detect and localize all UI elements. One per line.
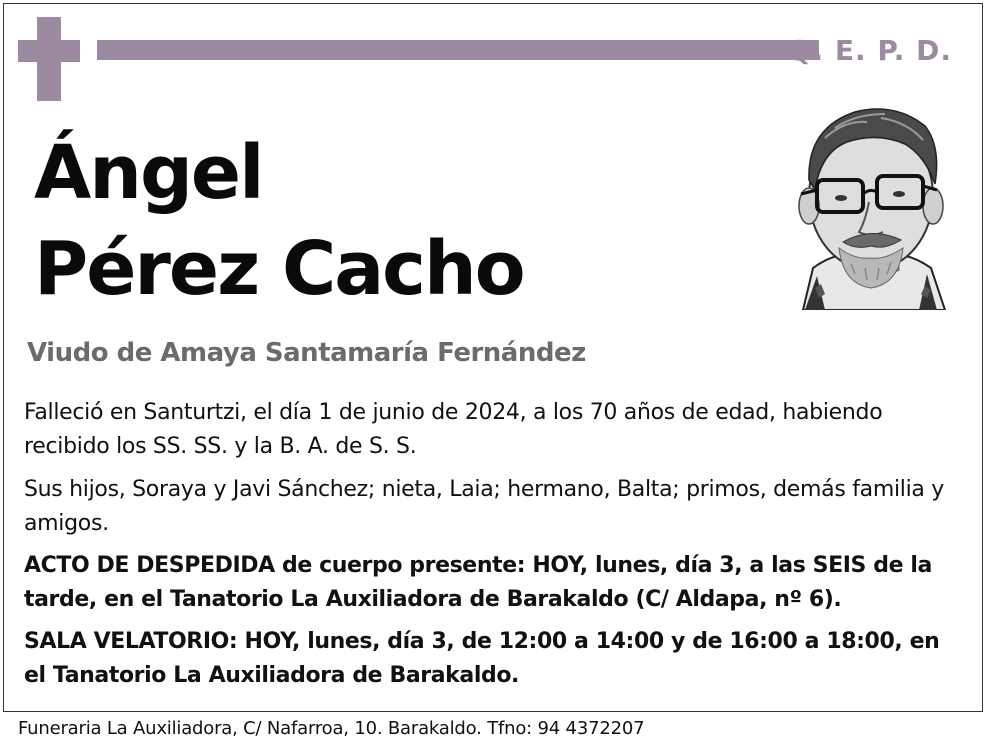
deceased-first-name: Ángel (34, 130, 263, 216)
farewell-ceremony-paragraph: ACTO DE DESPEDIDA de cuerpo presente: HOY, lunes, día 3, a las SEIS de la tarde, en el Tanatorio La Auxiliadora de Barakaldo (C/ Aldapa, nº 6). (24, 553, 932, 612)
qepd-label: Q. E. P. D. (787, 34, 952, 67)
portrait-photo (785, 98, 957, 310)
header-rule (97, 40, 819, 60)
funeral-home-footer: Funeraria La Auxiliadora, C/ Nafarroa, 10. Barakaldo. Tfno: 94 4372207 (18, 718, 645, 739)
family-paragraph: Sus hijos, Soraya y Javi Sánchez; nieta, Laia; hermano, Balta; primos, demás familia y amigos. (24, 477, 944, 536)
wake-room-paragraph: SALA VELATORIO: HOY, lunes, día 3, de 12:00 a 14:00 y de 16:00 a 18:00, en el Tanatorio La Auxiliadora de Barakaldo. (24, 629, 940, 688)
cross-icon-crossbar (18, 40, 80, 62)
death-notice-paragraph: Falleció en Santurtzi, el día 1 de junio de 2024, a los 70 años de edad, habiendo recibido los SS. SS. y la B. A. de S. S. (24, 400, 883, 459)
deceased-surname: Pérez Cacho (34, 226, 524, 312)
spouse-line: Viudo de Amaya Santamaría Fernández (27, 338, 586, 368)
